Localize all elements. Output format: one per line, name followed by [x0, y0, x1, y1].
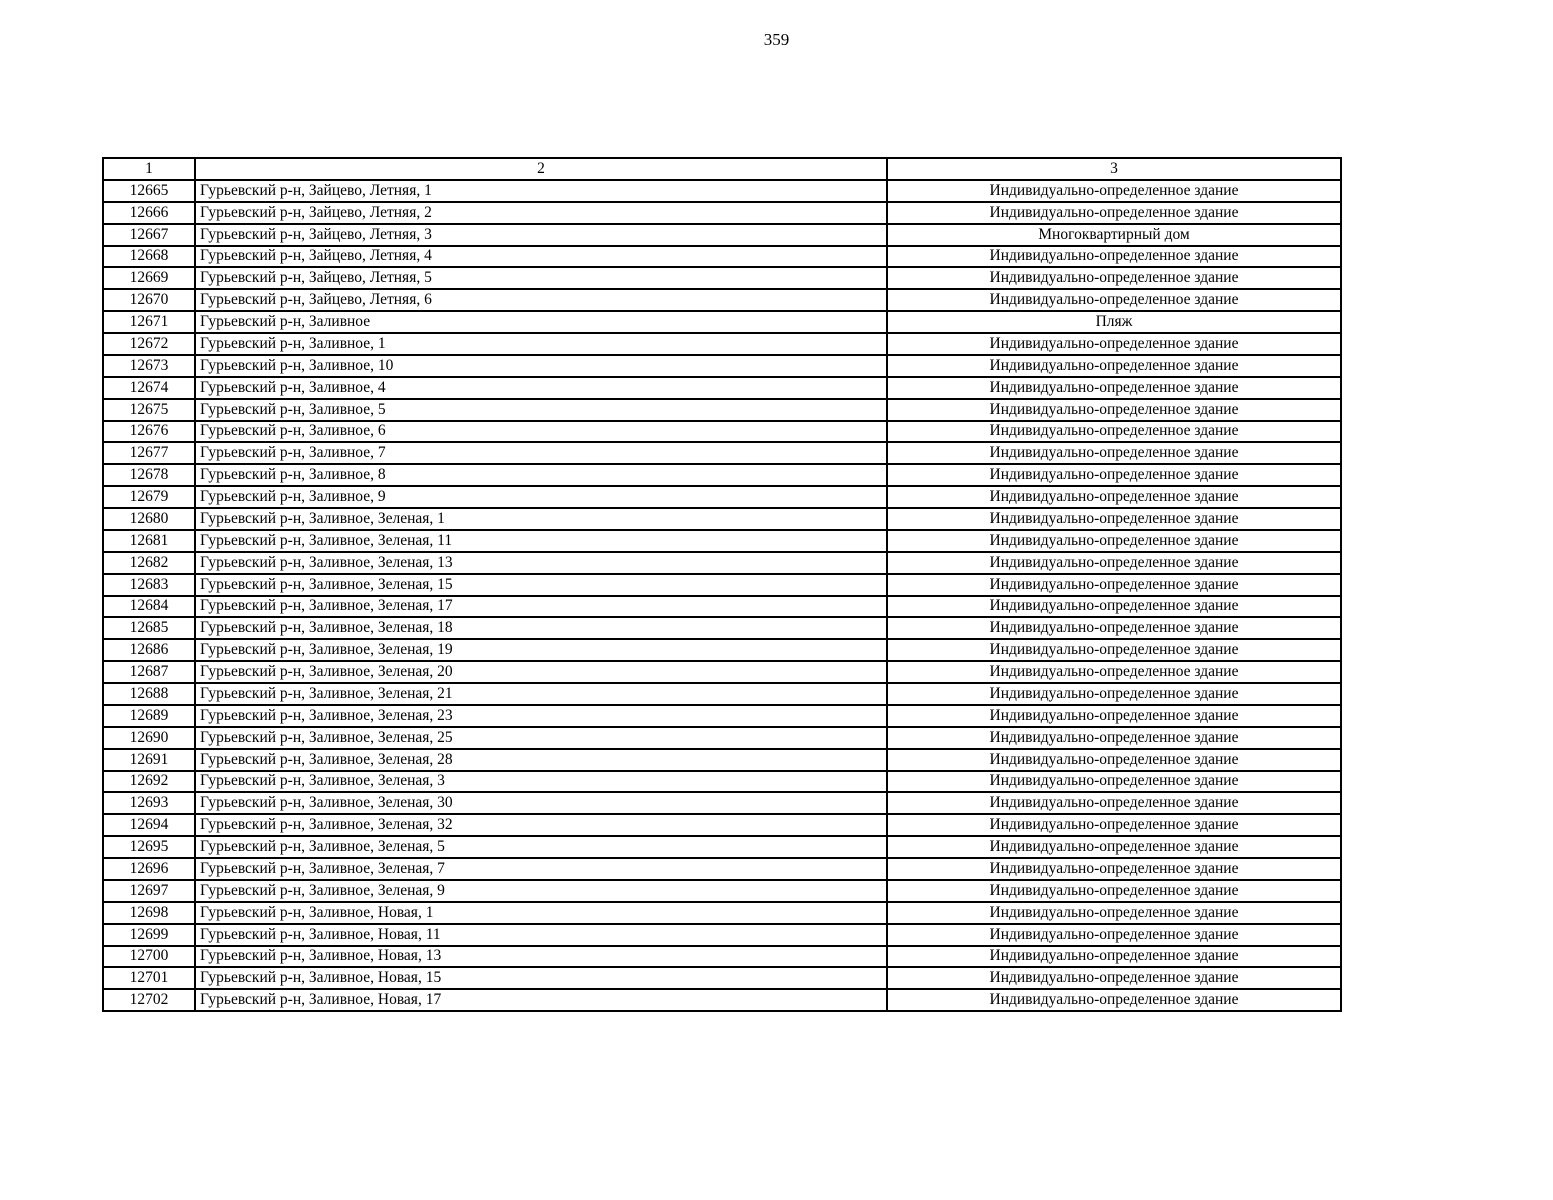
row-number-cell: 12694	[103, 814, 195, 836]
row-number-cell: 12682	[103, 552, 195, 574]
row-number-cell: 12670	[103, 289, 195, 311]
column-header-3: 3	[887, 158, 1341, 180]
object-type-cell: Индивидуально-определенное здание	[887, 289, 1341, 311]
table-row	[103, 508, 1341, 530]
row-number-cell: 12693	[103, 792, 195, 814]
object-type-cell: Индивидуально-определенное здание	[887, 683, 1341, 705]
address-cell: Гурьевский р-н, Заливное, Новая, 1	[195, 902, 887, 924]
row-number-cell: 12665	[103, 180, 195, 202]
address-cell: Гурьевский р-н, Заливное, Зеленая, 7	[195, 858, 887, 880]
object-type-cell: Индивидуально-определенное здание	[887, 967, 1341, 989]
row-number-cell: 12669	[103, 267, 195, 289]
row-number-cell: 12698	[103, 902, 195, 924]
address-cell: Гурьевский р-н, Заливное, 7	[195, 442, 887, 464]
row-number-cell: 12673	[103, 355, 195, 377]
address-cell: Гурьевский р-н, Заливное, 5	[195, 399, 887, 421]
column-header-2: 2	[195, 158, 887, 180]
object-type-cell: Индивидуально-определенное здание	[887, 749, 1341, 771]
table-row	[103, 836, 1341, 858]
address-cell: Гурьевский р-н, Заливное, Новая, 11	[195, 924, 887, 946]
object-type-cell: Индивидуально-определенное здание	[887, 661, 1341, 683]
table-row	[103, 639, 1341, 661]
object-type-cell: Индивидуально-определенное здание	[887, 639, 1341, 661]
object-type-cell: Индивидуально-определенное здание	[887, 705, 1341, 727]
object-type-cell: Индивидуально-определенное здание	[887, 421, 1341, 443]
address-cell: Гурьевский р-н, Заливное, Зеленая, 21	[195, 683, 887, 705]
row-number-cell: 12687	[103, 661, 195, 683]
address-cell: Гурьевский р-н, Зайцево, Летняя, 5	[195, 267, 887, 289]
object-type-cell: Индивидуально-определенное здание	[887, 552, 1341, 574]
address-cell: Гурьевский р-н, Заливное, Зеленая, 32	[195, 814, 887, 836]
object-type-cell: Индивидуально-определенное здание	[887, 924, 1341, 946]
row-number-cell: 12667	[103, 224, 195, 246]
table-row	[103, 486, 1341, 508]
table-row	[103, 574, 1341, 596]
row-number-cell: 12666	[103, 202, 195, 224]
row-number-cell: 12676	[103, 421, 195, 443]
address-cell: Гурьевский р-н, Заливное, Зеленая, 9	[195, 880, 887, 902]
address-cell: Гурьевский р-н, Заливное, Зеленая, 13	[195, 552, 887, 574]
address-cell: Гурьевский р-н, Заливное, 10	[195, 355, 887, 377]
row-number-cell: 12680	[103, 508, 195, 530]
address-cell: Гурьевский р-н, Заливное, Зеленая, 25	[195, 727, 887, 749]
address-cell: Гурьевский р-н, Заливное, Зеленая, 3	[195, 771, 887, 793]
object-type-cell: Индивидуально-определенное здание	[887, 989, 1341, 1011]
address-cell: Гурьевский р-н, Заливное, Зеленая, 5	[195, 836, 887, 858]
row-number-cell: 12690	[103, 727, 195, 749]
object-type-cell: Индивидуально-определенное здание	[887, 486, 1341, 508]
row-number-cell: 12671	[103, 311, 195, 333]
table-row	[103, 267, 1341, 289]
table-row	[103, 202, 1341, 224]
table-row	[103, 749, 1341, 771]
address-cell: Гурьевский р-н, Зайцево, Летняя, 6	[195, 289, 887, 311]
address-cell: Гурьевский р-н, Заливное, Зеленая, 30	[195, 792, 887, 814]
table-row	[103, 596, 1341, 618]
row-number-cell: 12678	[103, 464, 195, 486]
object-type-cell: Индивидуально-определенное здание	[887, 792, 1341, 814]
object-type-cell: Пляж	[887, 311, 1341, 333]
object-type-cell: Индивидуально-определенное здание	[887, 617, 1341, 639]
object-type-cell: Индивидуально-определенное здание	[887, 508, 1341, 530]
row-number-cell: 12685	[103, 617, 195, 639]
row-number-cell: 12696	[103, 858, 195, 880]
row-number-cell: 12674	[103, 377, 195, 399]
row-number-cell: 12697	[103, 880, 195, 902]
address-cell: Гурьевский р-н, Заливное	[195, 311, 887, 333]
row-number-cell: 12691	[103, 749, 195, 771]
address-cell: Гурьевский р-н, Заливное, 8	[195, 464, 887, 486]
table-row	[103, 552, 1341, 574]
table-row	[103, 355, 1341, 377]
address-cell: Гурьевский р-н, Зайцево, Летняя, 1	[195, 180, 887, 202]
row-number-cell: 12686	[103, 639, 195, 661]
object-type-cell: Индивидуально-определенное здание	[887, 202, 1341, 224]
object-type-cell: Индивидуально-определенное здание	[887, 574, 1341, 596]
row-number-cell: 12699	[103, 924, 195, 946]
row-number-cell: 12692	[103, 771, 195, 793]
object-type-cell: Индивидуально-определенное здание	[887, 355, 1341, 377]
object-type-cell: Индивидуально-определенное здание	[887, 180, 1341, 202]
address-cell: Гурьевский р-н, Заливное, Зеленая, 11	[195, 530, 887, 552]
address-cell: Гурьевский р-н, Заливное, Зеленая, 1	[195, 508, 887, 530]
column-header-1: 1	[103, 158, 195, 180]
object-type-cell: Индивидуально-определенное здание	[887, 377, 1341, 399]
address-cell: Гурьевский р-н, Зайцево, Летняя, 2	[195, 202, 887, 224]
row-number-cell: 12681	[103, 530, 195, 552]
address-cell: Гурьевский р-н, Заливное, Зеленая, 15	[195, 574, 887, 596]
object-type-cell: Индивидуально-определенное здание	[887, 267, 1341, 289]
row-number-cell: 12679	[103, 486, 195, 508]
object-type-cell: Индивидуально-определенное здание	[887, 399, 1341, 421]
object-type-cell: Индивидуально-определенное здание	[887, 880, 1341, 902]
address-cell: Гурьевский р-н, Заливное, 6	[195, 421, 887, 443]
table-body	[103, 180, 1341, 1011]
address-cell: Гурьевский р-н, Заливное, Зеленая, 17	[195, 596, 887, 618]
table-header-row	[103, 158, 1341, 180]
row-number-cell: 12700	[103, 946, 195, 968]
object-type-cell: Индивидуально-определенное здание	[887, 902, 1341, 924]
address-cell: Гурьевский р-н, Зайцево, Летняя, 4	[195, 246, 887, 268]
address-cell: Гурьевский р-н, Зайцево, Летняя, 3	[195, 224, 887, 246]
table-row	[103, 683, 1341, 705]
row-number-cell: 12675	[103, 399, 195, 421]
row-number-cell: 12701	[103, 967, 195, 989]
table-row	[103, 530, 1341, 552]
address-cell: Гурьевский р-н, Заливное, Зеленая, 18	[195, 617, 887, 639]
page-number: 359	[763, 30, 790, 49]
object-type-cell: Индивидуально-определенное здание	[887, 442, 1341, 464]
table-row	[103, 399, 1341, 421]
object-type-cell: Индивидуально-определенное здание	[887, 530, 1341, 552]
address-cell: Гурьевский р-н, Заливное, Новая, 17	[195, 989, 887, 1011]
table-row	[103, 377, 1341, 399]
table-row	[103, 661, 1341, 683]
object-type-cell: Индивидуально-определенное здание	[887, 596, 1341, 618]
table-row	[103, 771, 1341, 793]
object-type-cell: Индивидуально-определенное здание	[887, 771, 1341, 793]
table-row	[103, 946, 1341, 968]
table-row	[103, 705, 1341, 727]
table-row	[103, 792, 1341, 814]
address-cell: Гурьевский р-н, Заливное, 4	[195, 377, 887, 399]
address-cell: Гурьевский р-н, Заливное, Зеленая, 23	[195, 705, 887, 727]
table-row	[103, 902, 1341, 924]
address-cell: Гурьевский р-н, Заливное, Новая, 13	[195, 946, 887, 968]
object-type-cell: Индивидуально-определенное здание	[887, 836, 1341, 858]
table-row	[103, 464, 1341, 486]
table-row	[103, 421, 1341, 443]
object-type-cell: Индивидуально-определенное здание	[887, 858, 1341, 880]
row-number-cell: 12677	[103, 442, 195, 464]
table-row	[103, 289, 1341, 311]
object-type-cell: Индивидуально-определенное здание	[887, 946, 1341, 968]
object-type-cell: Индивидуально-определенное здание	[887, 464, 1341, 486]
table-row	[103, 814, 1341, 836]
address-cell: Гурьевский р-н, Заливное, Новая, 15	[195, 967, 887, 989]
table-row	[103, 924, 1341, 946]
table-row	[103, 617, 1341, 639]
object-type-cell: Многоквартирный дом	[887, 224, 1341, 246]
address-cell: Гурьевский р-н, Заливное, Зеленая, 19	[195, 639, 887, 661]
table-row	[103, 989, 1341, 1011]
row-number-cell: 12702	[103, 989, 195, 1011]
row-number-cell: 12695	[103, 836, 195, 858]
object-type-cell: Индивидуально-определенное здание	[887, 333, 1341, 355]
table-row	[103, 180, 1341, 202]
row-number-cell: 12668	[103, 246, 195, 268]
row-number-cell: 12688	[103, 683, 195, 705]
address-cell: Гурьевский р-н, Заливное, 1	[195, 333, 887, 355]
address-cell: Гурьевский р-н, Заливное, 9	[195, 486, 887, 508]
table-row	[103, 333, 1341, 355]
table-row	[103, 967, 1341, 989]
table-row	[103, 442, 1341, 464]
table-row	[103, 224, 1341, 246]
row-number-cell: 12683	[103, 574, 195, 596]
table-row	[103, 880, 1341, 902]
row-number-cell: 12684	[103, 596, 195, 618]
address-cell: Гурьевский р-н, Заливное, Зеленая, 20	[195, 661, 887, 683]
table-row	[103, 858, 1341, 880]
object-type-cell: Индивидуально-определенное здание	[887, 246, 1341, 268]
table-row	[103, 311, 1341, 333]
row-number-cell: 12689	[103, 705, 195, 727]
table-row	[103, 727, 1341, 749]
object-type-cell: Индивидуально-определенное здание	[887, 814, 1341, 836]
object-type-cell: Индивидуально-определенное здание	[887, 727, 1341, 749]
registry-table	[102, 157, 1342, 1012]
address-cell: Гурьевский р-н, Заливное, Зеленая, 28	[195, 749, 887, 771]
table-row	[103, 246, 1341, 268]
row-number-cell: 12672	[103, 333, 195, 355]
